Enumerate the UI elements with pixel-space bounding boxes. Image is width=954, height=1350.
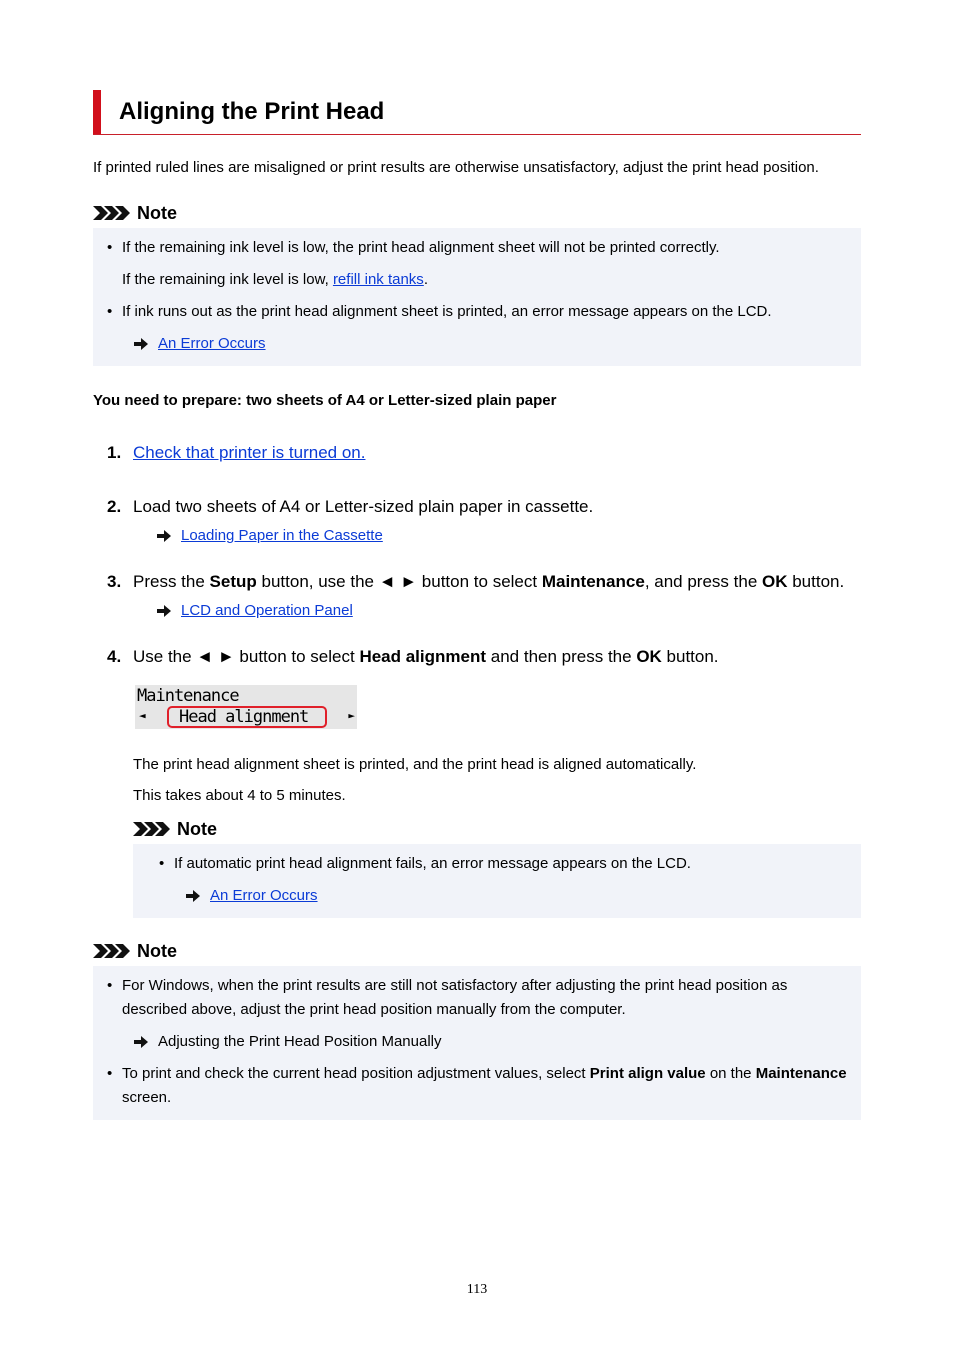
list-item-subtext: If the remaining ink level is low, refill ink tanks.	[122, 271, 428, 288]
page-title-block	[93, 90, 861, 135]
lcd-right-arrow-icon: ►	[348, 709, 355, 722]
reference-link-line	[159, 884, 847, 908]
step-4-details	[93, 753, 861, 918]
note-box	[93, 228, 861, 366]
lcd-title: Maintenance	[137, 686, 239, 706]
note-heading	[133, 818, 861, 840]
lcd-operation-panel-link[interactable]: LCD and Operation Panel	[181, 602, 353, 619]
page-number: 113	[466, 1282, 488, 1297]
note-chevrons-icon	[93, 205, 131, 221]
note-label: Note	[137, 202, 177, 223]
an-error-occurs-link-2[interactable]: An Error Occurs	[210, 887, 318, 904]
manual-adjust-reference: Adjusting the Print Head Position Manually	[158, 1033, 442, 1050]
lcd-selected-item: Head alignment	[167, 706, 327, 728]
list-item: • If ink runs out as the print head alignment sheet is printed, an error message appears on the LCD.	[107, 303, 772, 320]
check-printer-on-link[interactable]: Check that printer is turned on.	[133, 443, 366, 462]
note-heading	[93, 202, 861, 224]
note-label: Note	[177, 818, 217, 839]
step-3: 3. Press the Setup button, use the ◄ ► button to select Maintenance, and press the OK button.	[107, 572, 845, 591]
note-heading	[93, 940, 861, 962]
arrow-right-icon	[157, 605, 171, 617]
arrow-right-icon	[134, 338, 148, 350]
list-item: • To print and check the current head position adjustment values, select Print align value on the Maintenance screen.	[107, 1065, 847, 1106]
note-chevrons-icon	[133, 821, 171, 837]
reference-link-line	[93, 602, 861, 619]
loading-paper-link[interactable]: Loading Paper in the Cassette	[181, 527, 383, 544]
an-error-occurs-link[interactable]: An Error Occurs	[158, 335, 266, 352]
intro-text: If printed ruled lines are misaligned or print results are otherwise unsatisfactory, adjust the print head position.	[93, 159, 819, 176]
lcd-left-arrow-icon: ◄	[139, 709, 146, 722]
lcd-screen-image	[135, 685, 357, 729]
page-title: Aligning the Print Head	[119, 98, 385, 125]
step-4-para-2: This takes about 4 to 5 minutes.	[133, 787, 346, 804]
note-chevrons-icon	[93, 943, 131, 959]
note-label: Note	[137, 940, 177, 961]
note-section-3	[93, 940, 861, 1120]
step-1: 1. Check that printer is turned on.	[107, 443, 366, 462]
prepare-text: You need to prepare: two sheets of A4 or Letter-sized plain paper	[93, 392, 557, 409]
page-content	[93, 90, 861, 1120]
list-item: • For Windows, when the print results are still not satisfactory after adjusting the print head position as described above, adjust the print head position manually from the computer.	[107, 977, 788, 1018]
arrow-right-icon	[134, 1036, 148, 1048]
note-section-2	[133, 818, 861, 918]
reference-line	[107, 1030, 847, 1054]
title-accent-bar	[93, 90, 101, 134]
list-item: • If automatic print head alignment fails, an error message appears on the LCD.	[159, 855, 691, 872]
arrow-right-icon	[186, 890, 200, 902]
step-4: 4. Use the ◄ ► button to select Head alignment and then press the OK button.	[107, 647, 719, 666]
step-4-para-1: The print head alignment sheet is printed, and the print head is aligned automatically.	[133, 756, 697, 773]
reference-link-line	[107, 332, 847, 356]
refill-ink-tanks-link[interactable]: refill ink tanks	[332, 271, 424, 288]
steps-list	[93, 439, 861, 918]
note-section-1	[93, 202, 861, 366]
arrow-right-icon	[157, 530, 171, 542]
step-2: 2. Load two sheets of A4 or Letter-sized plain paper in cassette.	[107, 497, 594, 516]
reference-link-line	[93, 527, 861, 544]
note-box	[133, 844, 861, 918]
list-item: • If the remaining ink level is low, the print head alignment sheet will not be printed correctly.	[107, 239, 720, 256]
note-box	[93, 966, 861, 1120]
